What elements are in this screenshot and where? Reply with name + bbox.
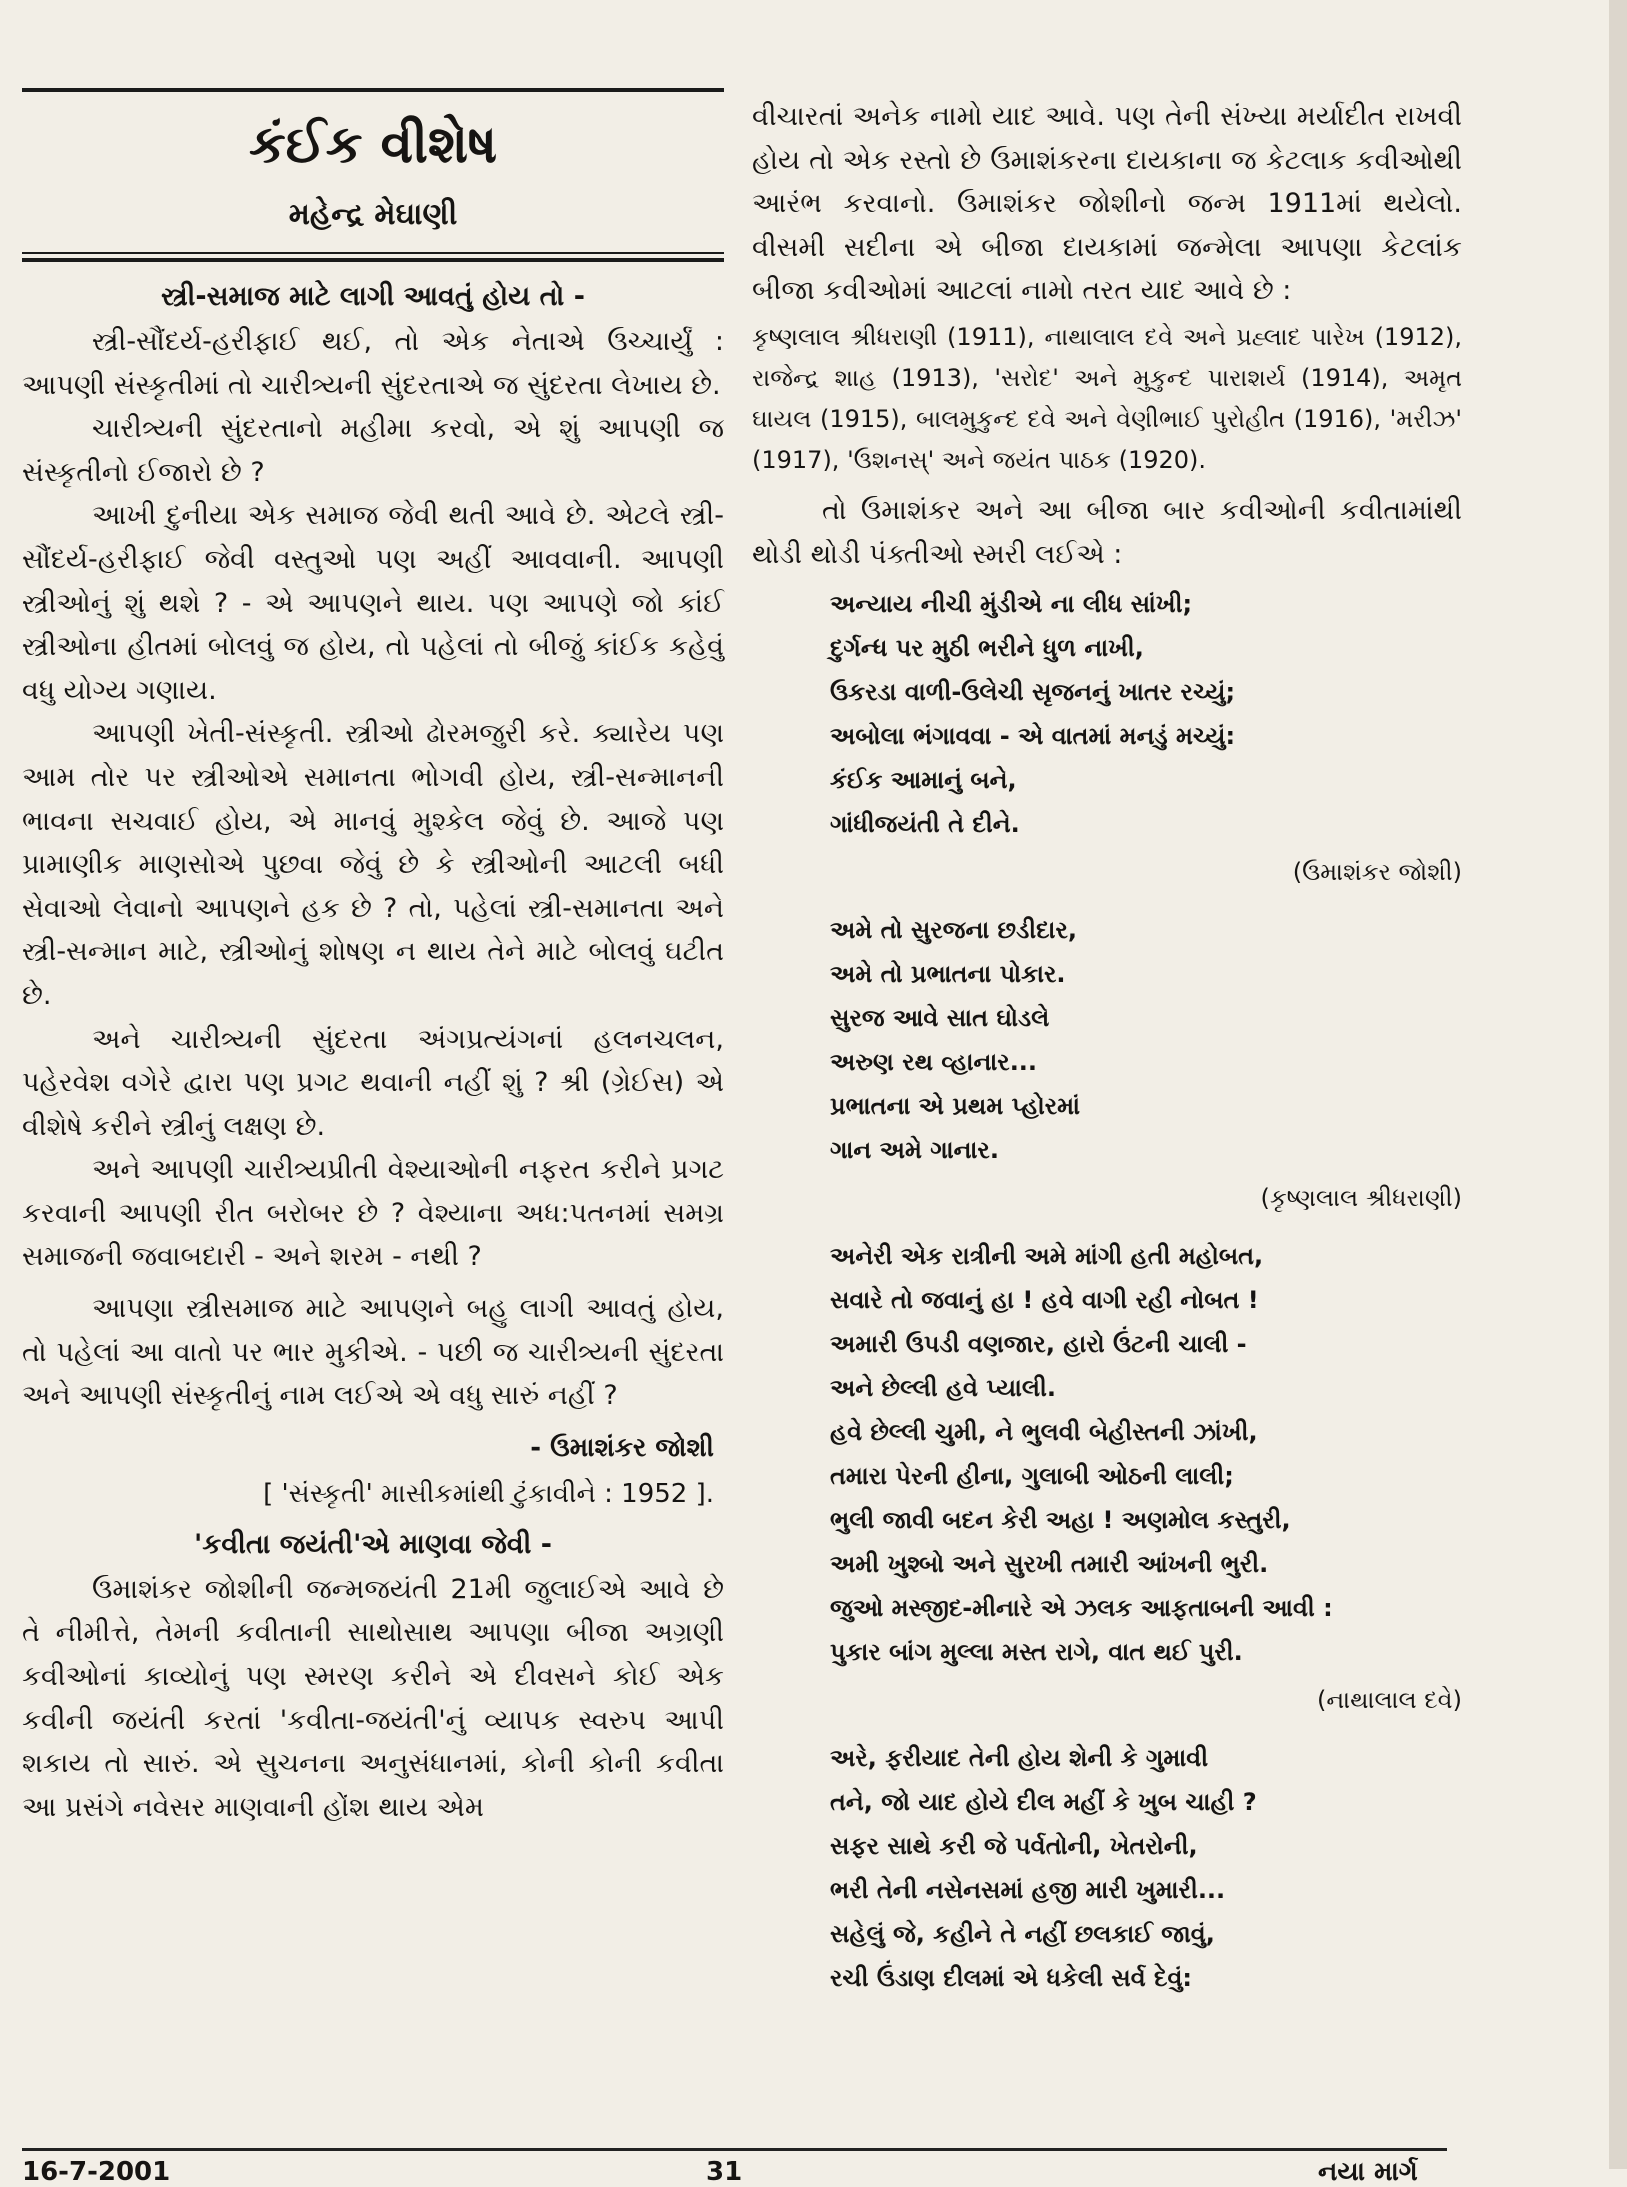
article2-paragraph: વીચારતાં અનેક નામો યાદ આવે. પણ તેની સંખ્યા મર્યાદીત રાખવી હોય તો એક રસ્તો છે ઉમાશંકરના દાયકાના જ કેટલાક કવીઓથી આરંભ કરવાનો. ઉમાશંકર જોશીનો જન્મ 1911માં થયેલો. વીસમી સદીના એ બીજા દાયકામાં જન્મેલા આપણા કેટલાંક બીજા કવીઓમાં આટલાં નામો તરત યાદ આવે છે : [752,101,1462,307]
poem-line: સુરજ આવે સાત ઘોડલે [830,1004,1050,1033]
page-number: 31 [706,2157,743,2187]
poem-attribution: (ઉમાશંકર જોશી) [1292,858,1462,887]
poem-line: સહેલું જે, કહીને તે નહીં છલકાઈ જાવું, [830,1920,1215,1949]
poem [830,908,1462,1172]
column-top-rule [22,88,724,92]
poets-list: કૃષ્ણલાલ શ્રીધરાણી (1911), નાથાલાલ દવે અને પ્રહ્લાદ પારેખ (1912), રાજેન્દ્ર શાહ (1913), 'સરોદ' અને મુકુન્દ પારાશર્ય (1914), અમૃત ઘાયલ (1915), બાલમુકુન્દ દવે અને વેણીભાઈ પુરોહીત (1916), 'મરીઝ' (1917), 'ઉશનસ્' અને જયંત પાઠક (1920). [752,322,1462,474]
article2-paragraph: ઉમાશંકર જોશીની જન્મજયંતી 21મી જુલાઈએ આવે છે તે નીમીત્તે, તેમની કવીતાની સાથોસાથ આપણા બીજા અગ્રણી કવીઓનાં કાવ્યોનું પણ સ્મરણ કરીને એ દીવસને કોઈ એક કવીની જયંતી કરતાં 'કવીતા-જયંતી'નું વ્યાપક સ્વરુપ આપી શકાય તો સારું. એ સુચનના અનુસંધાનમાં, કોની કોની કવીતા આ પ્રસંગે નવેસર માણવાની હોંશ થાય એમ [22,1573,724,1823]
poem-line: અન્યાય નીચી મુંડીએ ના લીધ સાંખી; [830,590,1193,619]
column-author: મહેન્દ્ર મેઘાણી [288,197,458,232]
article-paragraph: આખી દુનીયા એક સમાજ જેવી થતી આવે છે. એટલે સ્ત્રી-સૌંદર્ય-હરીફાઈ જેવી વસ્તુઓ પણ અહીં આવવાની. આપણી સ્ત્રીઓનું શું થશે ? - એ આપણને થાય. પણ આપણે જો કાંઈ સ્ત્રીઓના હીતમાં બોલવું જ હોય, તો પહેલાં તો બીજું કાંઈક કહેવું વધુ યોગ્ય ગણાય. [22,500,724,706]
poem-line: દુર્ગન્ધ પર મુઠી ભરીને ધુળ નાખી, [830,634,1144,663]
poem-line: કંઈક આમાનું બને, [830,766,1017,795]
publication-name: નયા માર્ગ [1318,2157,1418,2187]
poem-line: તમારા પેરની હીના, ગુલાબી ઓઠની લાલી; [830,1462,1234,1491]
poem-line: પ્રભાતના એ પ્રથમ પ્હોરમાં [830,1092,1080,1121]
left-column [22,88,724,1829]
poem-line: અરુણ રથ વ્હાનાર... [830,1048,1038,1077]
article2-heading: 'કવીતા જયંતી'એ માણવા જેવી - [194,1528,552,1560]
article-paragraph: અને ચારીત્ર્યની સુંદરતા અંગપ્રત્યંગનાં હલનચલન, પહેરવેશ વગેરે દ્વારા પણ પ્રગટ થવાની નહીં શું ? શ્રી (ગ્રેઈસ) એ વીશેષે કરીને સ્ત્રીનું લક્ષણ છે. [22,1023,724,1142]
poem-line: અરે, ફરીયાદ તેની હોય શેની કે ગુમાવી [830,1744,1209,1773]
poem [830,582,1462,846]
poem-line: અમારી ઉપડી વણજાર, હારો ઉંટની ચાલી - [830,1330,1247,1359]
article-paragraph: અને આપણી ચારીત્ર્યપ્રીતી વેશ્યાઓની નફરત કરીને પ્રગટ કરવાની આપણી રીત બરોબર છે ? વેશ્યાના અધ:પતનમાં સમગ્ર સમાજની જવાબદારી - અને શરમ - નથી ? [22,1154,724,1273]
poem-line: ભરી તેની નસેનસમાં હજી મારી ખુમારી... [830,1876,1226,1905]
poem-line: પુકાર બાંગ મુલ્લા મસ્ત રાગે, વાત થઈ પુરી. [830,1638,1243,1667]
article-source: [ 'સંસ્કૃતી' માસીકમાંથી ટુંકાવીને : 1952 ]. [263,1478,714,1509]
poem-line: ભુલી જાવી બદન કેરી અહા ! અણમોલ કસ્તુરી, [830,1506,1291,1535]
article-signature: - ઉમાશંકર જોશી [530,1432,714,1463]
poem-line: ઉકરડા વાળી-ઉલેચી સૃજનનું ખાતર રચ્યું; [830,678,1236,707]
poem-attribution: (કૃષ્ણલાલ શ્રીધરાણી) [1260,1184,1462,1213]
poem-line: અનેરી એક રાત્રીની અમે માંગી હતી મહોબત, [830,1242,1264,1271]
article-paragraph: આપણા સ્ત્રીસમાજ માટે આપણને બહુ લાગી આવતું હોય, તો પહેલાં આ વાતો પર ભાર મુકીએ. - પછી જ ચારીત્ર્યની સુંદરતા અને આપણી સંસ્કૃતીનું નામ લઈએ એ વધુ સારું નહીં ? [22,1293,724,1412]
poem-line: અબોલા ભંગાવવા - એ વાતમાં મનડું મચ્યું: [830,722,1236,751]
poem-line: અમે તો સુરજના છડીદાર, [830,916,1077,945]
poem-line: સફર સાથે કરી જે પર્વતોની, ખેતરોની, [830,1832,1198,1861]
poem [830,1736,1462,2000]
article-paragraph: સ્ત્રી-સૌંદર્ય-હરીફાઈ થઈ, તો એક નેતાએ ઉચ્ચાર્યું : આપણી સંસ્કૃતીમાં તો ચારીત્ર્યની સુંદરતાએ જ સુંદરતા લેખાય છે. [22,326,724,401]
poem-line: તને, જો યાદ હોયે દીલ મહીં કે ખુબ ચાહી ? [830,1788,1257,1817]
right-column [752,95,1462,2000]
poem-line: અમી ખુશ્બો અને સુરખી તમારી આંખની ભુરી. [830,1550,1269,1579]
article2-paragraph: તો ઉમાશંકર અને આ બીજા બાર કવીઓની કવીતામાંથી થોડી થોડી પંક્તીઓ સ્મરી લઈએ : [752,494,1462,570]
article-paragraph: ચારીત્ર્યની સુંદરતાનો મહીમા કરવો, એ શું આપણી જ સંસ્કૃતીનો ઈજારો છે ? [22,413,724,488]
column-title: કંઈક વીશેષ [248,115,498,175]
column-rule-double [22,258,724,262]
article-heading: સ્ત્રી-સમાજ માટે લાગી આવતું હોય તો - [161,281,585,312]
poem-line: રચી ઉંડાણ દીલમાં એ ધકેલી સર્વ દેવું: [830,1964,1193,1993]
poem-line: હવે છેલ્લી ચુમી, ને ભુલવી બેહીસ્તની ઝાંખી, [830,1418,1258,1447]
page-edge [1609,0,1627,2169]
poem-line: અને છેલ્લી હવે પ્યાલી. [830,1374,1056,1403]
footer-date: 16-7-2001 [22,2157,171,2187]
poem-attribution: (નાથાલાલ દવે) [1317,1686,1462,1715]
footer-rule [22,2148,1447,2151]
poem-line: જુઓ મસ્જીદ-મીનારે એ ઝલક આફતાબની આવી : [830,1594,1333,1623]
poem [830,1234,1462,1674]
poem-line: સવારે તો જવાનું હા ! હવે વાગી રહી નોબત ! [830,1286,1259,1315]
article-paragraph: આપણી ખેતી-સંસ્કૃતી. સ્ત્રીઓ ઢોરમજુરી કરે. ક્યારેય પણ આમ તોર પર સ્ત્રીઓએ સમાનતા ભોગવી હોય, સ્ત્રી-સન્માનની ભાવના સચવાઈ હોય, એ માનવું મુશ્કેલ જેવું છે. આજે પણ પ્રામાણીક માણસોએ પુછવા જેવું છે કે સ્ત્રીઓની આટલી બધી સેવાઓ લેવાનો આપણને હક છે ? તો, પહેલાં સ્ત્રી-સમાનતા અને સ્ત્રી-સન્માન માટે, સ્ત્રીઓનું શોષણ ન થાય તેને માટે બોલવું ઘટીત છે. [22,718,724,1011]
poem-line: ગાન અમે ગાનાર. [830,1136,999,1165]
poem-line: અમે તો પ્રભાતના પોકાર. [830,960,1066,989]
poem-line: ગાંધીજયંતી તે દીને. [830,810,1020,839]
